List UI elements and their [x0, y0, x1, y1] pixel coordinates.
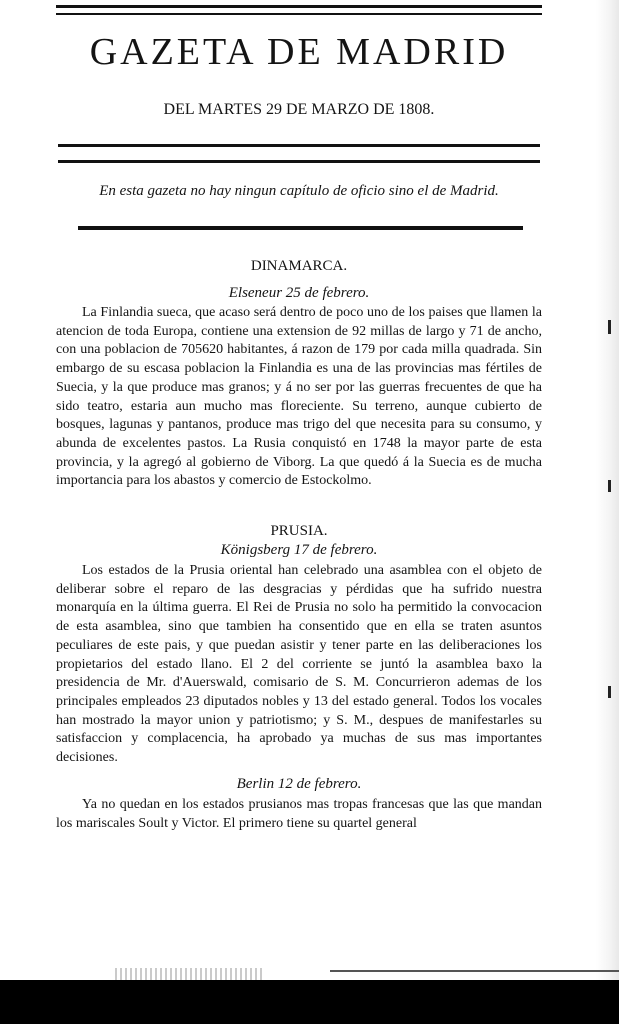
- page-edge-shadow: [596, 0, 619, 1024]
- article-berlin: Ya no quedan en los estados prusianos mas tropas francesas que las que mandan los mariscales Soult y Victor. El primero tiene su quartel general: [56, 797, 542, 831]
- top-double-rule: [56, 5, 542, 15]
- dateline-konigsberg: Königsberg 17 de febrero.: [220, 542, 378, 558]
- rule-under-notice: [78, 226, 523, 230]
- scan-bottom-edge: [0, 968, 619, 1024]
- rule-under-date: [58, 144, 540, 147]
- issue-date: DEL MARTES 29 DE MARZO DE 1808.: [163, 101, 435, 118]
- dateline-elseneur: Elseneur 25 de febrero.: [228, 285, 370, 301]
- article-dinamarca: La Finlandia sueca, que acaso será dentro de poco uno de los paises que llamen la atencion de toda Europa, contiene una extension de 92 millas de largo y 71 de ancho, con una poblacion de 705620 habitantes, á razon de 179 por cada milla quadrada. Sin embargo de su escasa poblacion la Finlandia es una de las provincias mas fértiles de Suecia, y la que produce mas granos; y á no ser por las guerras frecuentes de que ha sido teatro, estaria aun mucho mas floreciente. Su terreno, aunque cubierto de bosques, lagunas y pantanos, produce mas trigo del que necesita para su consumo, y abunda de excelentes pastos. La Rusia conquistó en 1748 la mayor parte de esta provincia, y la agregó al gobierno de Viborg. La que quedó á la Suecia es de mucha importancia para los abastos y comercio de Estockolmo.: [56, 305, 542, 489]
- section-heading-dinamarca: DINAMARCA.: [250, 258, 348, 274]
- rule-above-notice: [58, 160, 540, 163]
- official-notice: En esta gazeta no hay ningun capítulo de oficio sino el de Madrid.: [99, 183, 499, 199]
- article-prusia: Los estados de la Prusia oriental han celebrado una asamblea con el objeto de deliberar sobre el reparo de las desgracias y pérdidas que ha sufrido nuestra monarquía en la última guerra. El Rei de Prusia no solo ha permitido la convocacion de esta asamblea, sino que tambien ha consentido que en ella se traten asuntos peculiares de este pais, y que puedan asistir y tener parte en las deliberaciones los propietarios del estado llano. El 2 del corriente se juntó la asamblea baxo la presidencia de Mr. d'Auerswald, comisario de S. M. Concurrieron ademas de los principales empleados 23 diputados nobles y 13 del estado general. Todos los vocales han mostrado la mayor union y patriotismo; y S. M., despues de manifestarles su satisfaccion y complacencia, ha aprobado ya muchas de sus mas importantes decisiones.: [56, 563, 542, 766]
- dateline-berlin: Berlin 12 de febrero.: [236, 776, 362, 792]
- section-heading-prusia: PRUSIA.: [270, 523, 328, 539]
- newspaper-title: GAZETA DE MADRID: [89, 31, 509, 73]
